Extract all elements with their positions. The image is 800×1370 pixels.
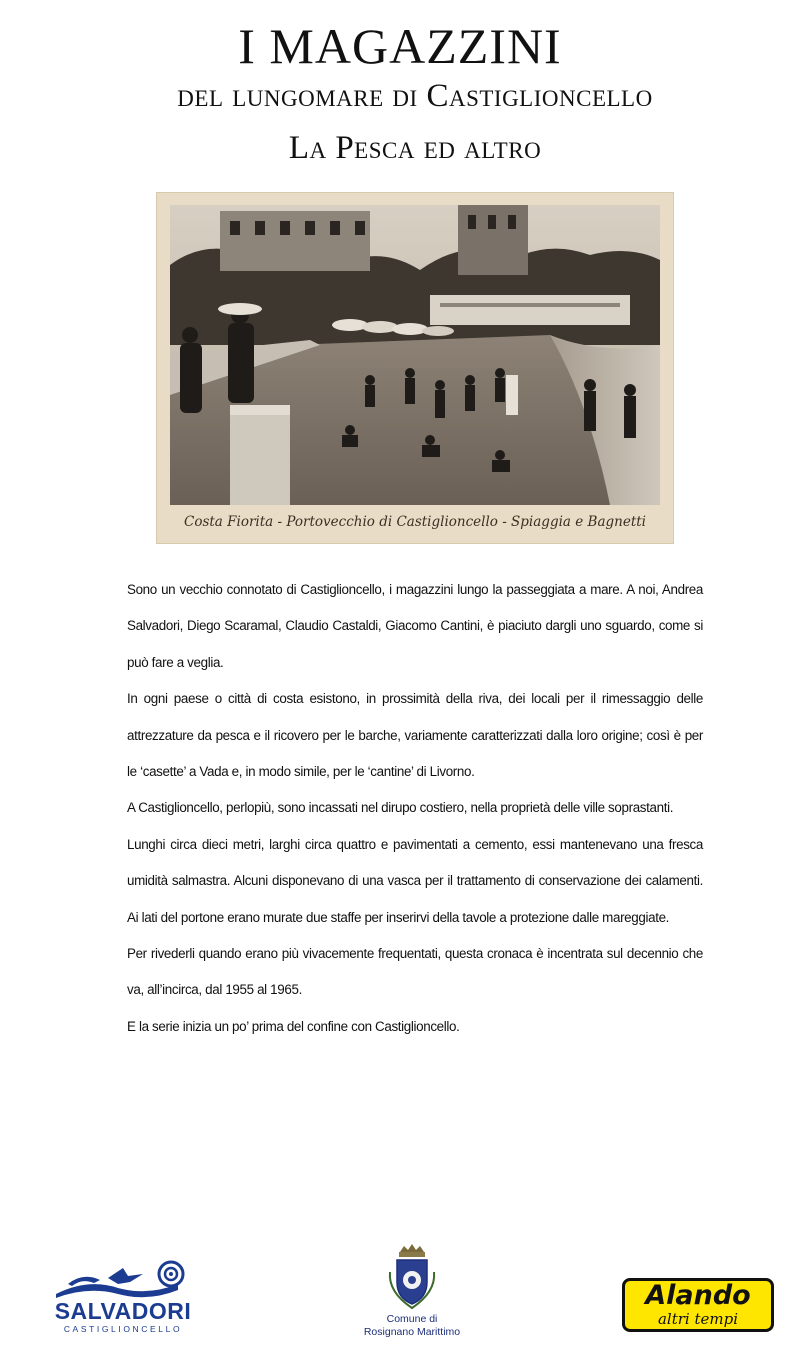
comune-name: Rosignano Marittimo	[363, 1326, 461, 1338]
paragraph: Per rivederli quando erano più vivacemente frequentati, questa cronaca è incentrata sul decennio che va, all’incirca, dal 1955 al 1965.	[127, 946, 703, 998]
alando-tagline: altri tempi	[657, 1310, 739, 1328]
page-section-title: La Pesca ed altro	[288, 130, 542, 166]
fish-wave-icon	[48, 1258, 198, 1300]
postcard-caption: Costa Fiorita - Portovecchio di Castiglioncello - Spiaggia e Bagnetti	[184, 514, 646, 530]
comune-logo	[352, 1242, 472, 1342]
beach-scene-illustration	[170, 205, 660, 505]
coat-of-arms-icon	[352, 1242, 472, 1310]
paragraph: E la serie inizia un po’ prima del confine con Castiglioncello.	[127, 1018, 460, 1034]
page-subtitle: del lungomare di Castiglioncello	[177, 78, 653, 114]
beach-photo	[170, 205, 660, 505]
paragraph: Sono un vecchio connotato di Castiglioncello, i magazzini lungo la passeggiata a mare. A noi, Andrea Salvadori, Diego Scaramal, Claudio Castaldi, Giacomo Cantini, è piaciuto dargli uno sguardo, come si può fare a veglia.	[127, 582, 703, 670]
paragraph: In ogni paese o città di costa esistono, in prossimità della riva, dei locali per il rimessaggio delle attrezzature da pesca e il ricovero per le barche, variamente caratterizzati dalla loro origine; così è per le ‘casette’ a Vada e, in modo simile, per le ‘cantine’ di Livorno.	[127, 691, 703, 780]
alando-name: Alando	[645, 1280, 751, 1311]
article-body	[127, 572, 703, 1045]
salvadori-logo	[48, 1258, 198, 1334]
paragraph: Lunghi circa dieci metri, larghi circa quattro e pavimentati a cemento, essi mantenevano una fresca umidità salmastra. Alcuni disponevano di una vasca per il trattamento di conservazione dei calamenti. Ai lati del portone erano murate due staffe per inserirvi della tavole a protezione dalle mareggiate.	[127, 836, 703, 925]
vintage-postcard	[156, 192, 674, 544]
salvadori-name: SALVADORI	[54, 1298, 192, 1324]
alando-logo	[622, 1278, 774, 1332]
paragraph: A Castiglioncello, perlopiù, sono incassati nel dirupo costiero, nella proprietà delle ville soprastanti.	[127, 800, 674, 816]
comune-label: Comune di	[386, 1313, 438, 1325]
salvadori-location: CASTIGLIONCELLO	[63, 1324, 183, 1334]
page-title: I MAGAZZINI	[238, 18, 562, 74]
